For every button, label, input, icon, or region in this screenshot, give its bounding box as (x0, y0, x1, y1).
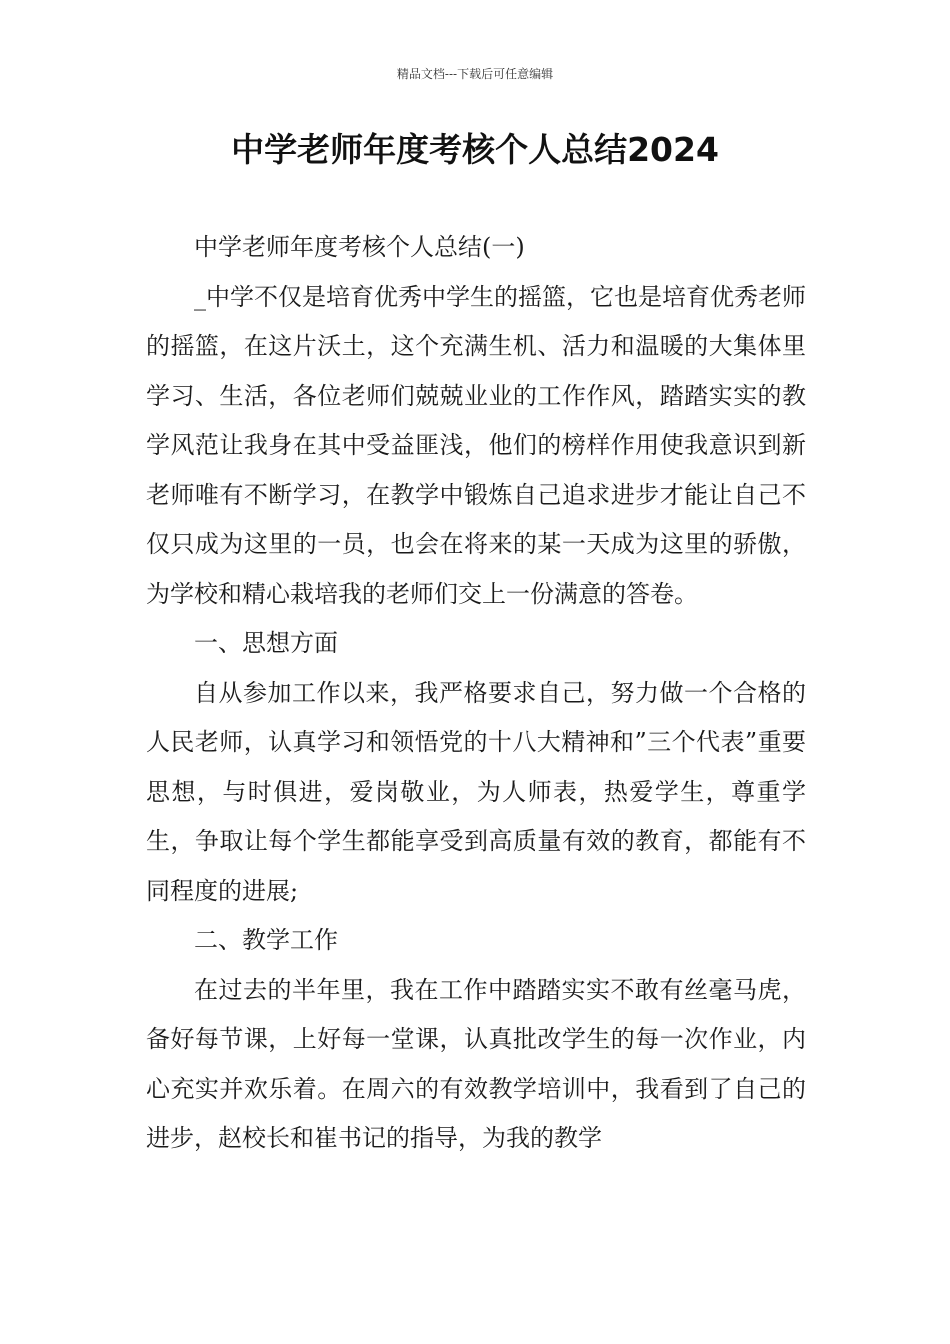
teaching-paragraph: 在过去的半年里，我在工作中踏踏实实不敢有丝毫马虎，备好每节课，上好每一堂课，认真批改学生的每一次作业，内心充实并欢乐着。在周六的有效教学培训中，我看到了自己的进步，赵校长和崔书记的指导，为我的教学 (146, 975, 806, 1152)
header-note: 精品文档---下载后可任意编辑 (396, 67, 554, 81)
section-heading-teaching: 二、教学工作 (194, 926, 338, 954)
section-subtitle: 中学老师年度考核个人总结(一) (194, 233, 525, 261)
document-body (146, 223, 806, 1164)
intro-paragraph: _中学不仅是培育优秀中学生的摇篮，它也是培育优秀老师的摇篮，在这片沃土，这个充满生机、活力和温暖的大集体里学习、生活，各位老师们兢兢业业的工作作风，踏踏实实的教学风范让我身在其中受益匪浅，他们的榜样作用使我意识到新老师唯有不断学习，在教学中锻炼自己追求进步才能让自己不仅只成为这里的一员，也会在将来的某一天成为这里的骄傲，为学校和精心栽培我的老师们交上一份满意的答卷。 (146, 282, 806, 608)
thought-paragraph: 自从参加工作以来，我严格要求自己，努力做一个合格的人民老师，认真学习和领悟党的十八大精神和”三个代表”重要思想，与时俱进，爱岗敬业，为人师表，热爱学生，尊重学生，争取让每个学生都能享受到高质量有效的教育，都能有不同程度的进展; (146, 678, 806, 905)
page-title: 中学老师年度考核个人总结2024 (231, 130, 719, 169)
section-heading-thought: 一、思想方面 (194, 629, 338, 657)
